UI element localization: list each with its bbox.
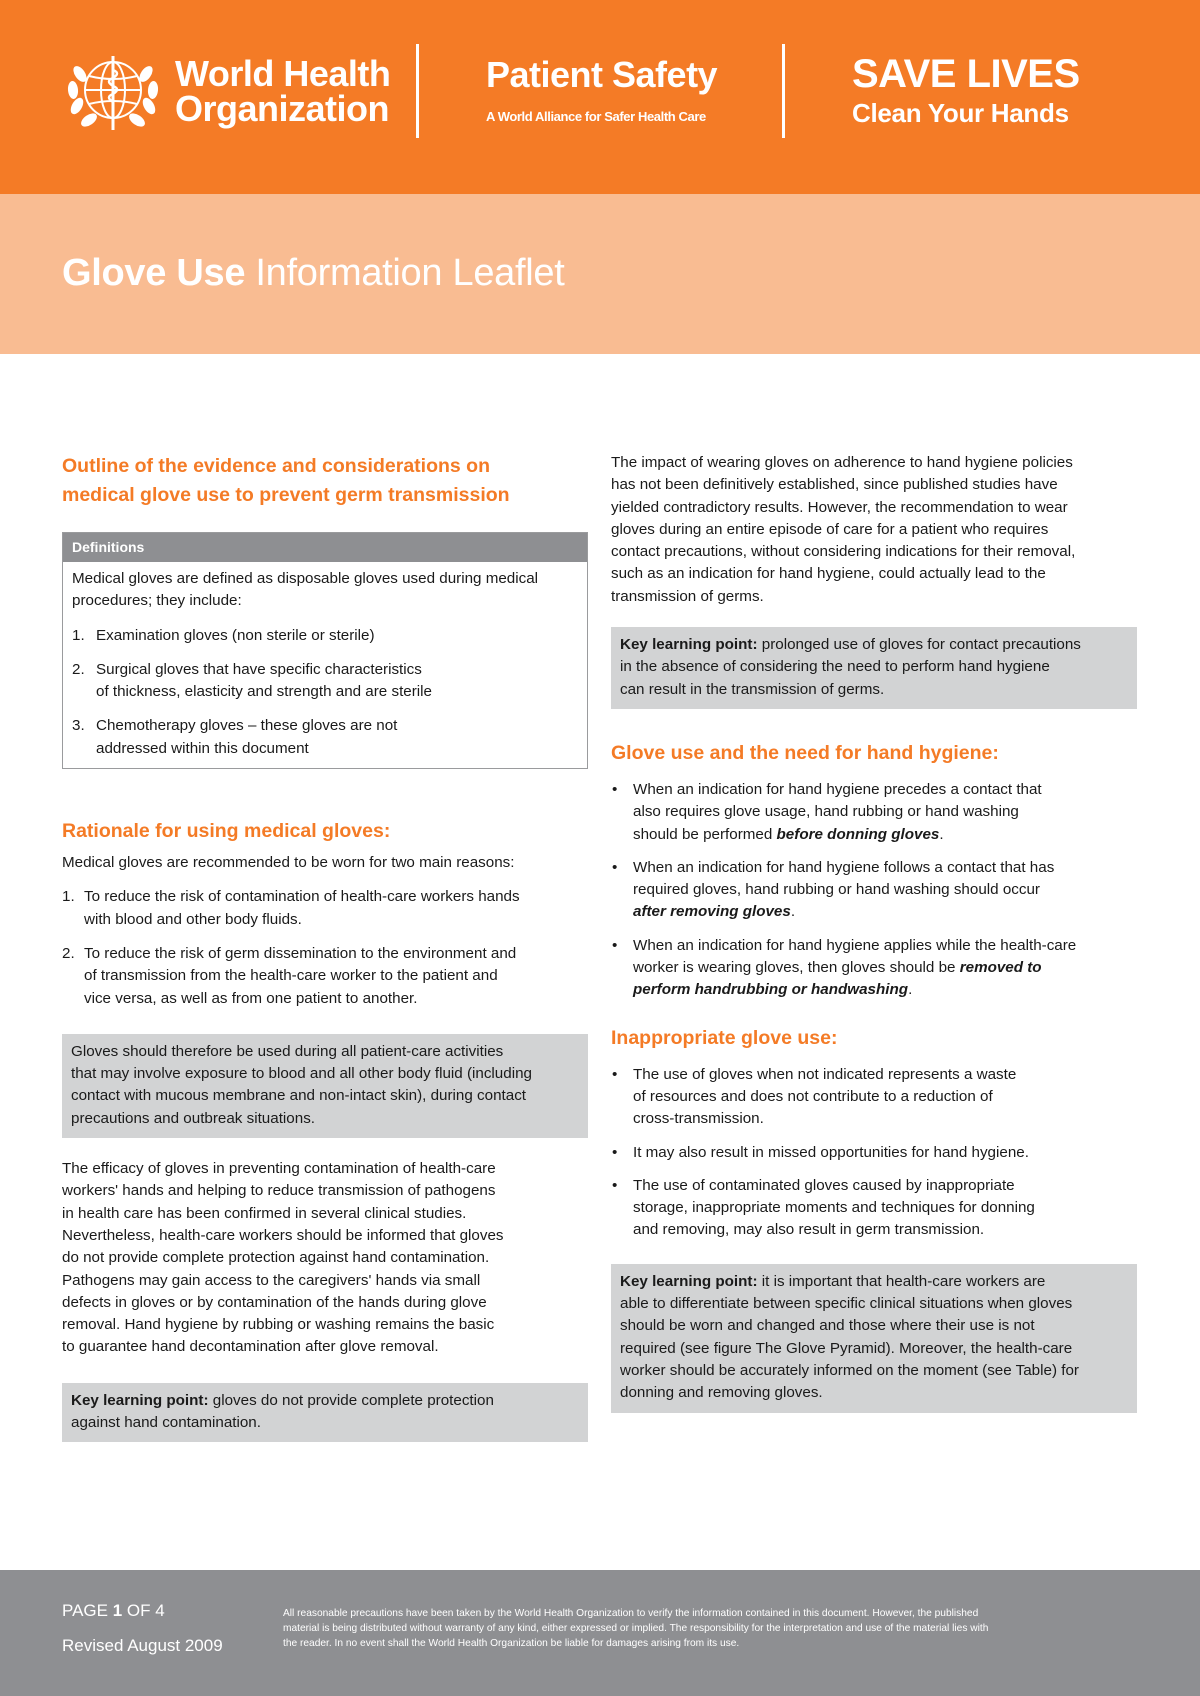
- key-point-text: required (see figure The Glove Pyramid). Moreover, the health-care: [620, 1339, 1073, 1357]
- list-text: with blood and other body fluids.: [84, 910, 302, 928]
- emphasis-text: removed to: [959, 959, 1042, 977]
- paragraph-line: do not provide complete protection against hand contamination.: [62, 1249, 490, 1267]
- rationale-intro: Medical gloves are recommended to be worn for two main reasons:: [62, 854, 515, 872]
- list-item: [611, 1142, 1137, 1164]
- list-item: [611, 1175, 1137, 1242]
- disclaimer-line: All reasonable precautions have been taken by the World Health Organization to verify the information contained in this document. However, the published: [283, 1608, 979, 1619]
- definitions-intro: Medical gloves are defined as disposable gloves used during medical procedures; they include:: [72, 570, 539, 610]
- list-item: • When an indication for hand hygiene follows a contact that has required gloves, hand rubbing or hand washing should occur after removing gloves.: [611, 857, 1137, 924]
- key-point-label: Key learning point:: [71, 1391, 209, 1409]
- list-item: [62, 943, 588, 1010]
- list-item: • When an indication for hand hygiene precedes a contact that also requires glove usage, hand rubbing or hand washing should be performed before donning gloves.: [611, 779, 1137, 846]
- who-name-line2: Organization: [175, 88, 390, 129]
- list-item: [611, 1064, 1137, 1131]
- key-point-text: donning and removing gloves.: [620, 1384, 823, 1402]
- glove-use-callout: [62, 1034, 588, 1138]
- patient-safety-title: Patient Safety: [486, 54, 718, 95]
- paragraph-line: transmission of germs.: [611, 587, 764, 605]
- list-item: • When an indication for hand hygiene applies while the health-care worker is wearing gloves, then gloves should be removed to perform handrubbing or handwashing.: [611, 935, 1137, 1002]
- page-indicator: [62, 1601, 165, 1621]
- key-point-text: able to differentiate between specific clinical situations when gloves: [620, 1295, 1073, 1313]
- rationale-list: [62, 886, 588, 1009]
- list-text: and removing, may also result in germ transmission.: [633, 1221, 985, 1239]
- list-text: should be performed: [633, 825, 777, 843]
- revision-date: Revised August 2009: [62, 1636, 223, 1655]
- key-point-text: against hand contamination.: [71, 1414, 261, 1432]
- who-name-line1: World Health: [175, 53, 391, 94]
- definitions-header: Definitions: [63, 533, 587, 562]
- callout-line: contact with mucous membrane and non-intact skin), during contact: [71, 1087, 527, 1105]
- callout-line: Gloves should therefore be used during all patient-care activities: [71, 1042, 504, 1060]
- hand-hygiene-list: [611, 779, 1137, 1002]
- outline-heading-line: medical glove use to prevent germ transmission: [62, 484, 510, 506]
- key-point-text: gloves do not provide complete protection: [208, 1391, 494, 1409]
- paragraph-line: to guarantee hand decontamination after glove removal.: [62, 1338, 439, 1356]
- list-item: [62, 886, 588, 931]
- key-point-label: Key learning point:: [620, 636, 758, 654]
- key-learning-point-box: [611, 1264, 1137, 1413]
- list-text: When an indication for hand hygiene applies while the health-care: [633, 936, 1077, 954]
- disclaimer-line: material is being distributed without warranty of any kind, either expressed or implied. The responsibility for the interpretation and use of the material lies with: [283, 1623, 989, 1634]
- paragraph-line: removal. Hand hygiene by rubbing or washing remains the basic: [62, 1316, 495, 1334]
- impact-paragraph: [611, 452, 1137, 608]
- disclaimer: [283, 1606, 1139, 1651]
- paragraph-line: yielded contradictory results. However, the recommendation to wear: [611, 498, 1068, 516]
- paragraph-line: The efficacy of gloves in preventing contamination of health-care: [62, 1160, 496, 1178]
- inappropriate-use-heading: Inappropriate glove use:: [611, 1026, 838, 1049]
- paragraph-line: defects in gloves or by contamination of the hands during glove: [62, 1293, 487, 1311]
- key-learning-point-box: [611, 627, 1137, 709]
- paragraph-line: Pathogens may gain access to the caregivers' hands via small: [62, 1271, 481, 1289]
- inappropriate-use-list: [611, 1064, 1137, 1242]
- paragraph-line: contact precautions, without considering indications for their removal,: [611, 543, 1076, 561]
- document-title: [62, 252, 564, 295]
- emphasis-text: perform handrubbing or handwashing: [633, 981, 909, 999]
- document-title-bold: Glove Use: [62, 252, 246, 294]
- page-suffix: OF 4: [122, 1601, 165, 1620]
- list-text: Examination gloves (non sterile or sterile): [96, 626, 375, 644]
- paragraph-line: gloves during an entire episode of care for a patient who requires: [611, 520, 1049, 538]
- list-text: of thickness, elasticity and strength and are sterile: [96, 683, 432, 701]
- key-point-text: prolonged use of gloves for contact precautions: [757, 636, 1081, 654]
- list-number: 1.: [72, 626, 85, 644]
- page-number: 1: [112, 1601, 123, 1620]
- list-number: 2.: [62, 944, 75, 962]
- paragraph-line: The impact of wearing gloves on adherence to hand hygiene policies: [611, 454, 1073, 471]
- list-item: [72, 715, 578, 760]
- list-item: [72, 625, 578, 647]
- patient-safety-subtitle: A World Alliance for Safer Health Care: [486, 109, 706, 124]
- list-text: also requires glove usage, hand rubbing or hand washing: [633, 803, 1019, 821]
- key-learning-point-box: [62, 1383, 588, 1443]
- list-text: cross-transmission.: [633, 1110, 764, 1128]
- efficacy-paragraph: [62, 1158, 588, 1359]
- emphasis-text: after removing gloves: [633, 903, 791, 921]
- list-text: The use of contaminated gloves caused by inappropriate: [633, 1176, 1015, 1194]
- key-point-text: it is important that health-care workers are: [757, 1272, 1046, 1290]
- hand-hygiene-heading: Glove use and the need for hand hygiene:: [611, 741, 999, 764]
- right-column: [611, 452, 1137, 1413]
- list-text: worker is wearing gloves, then gloves should be: [633, 959, 960, 977]
- list-text: Surgical gloves that have specific characteristics: [96, 660, 422, 678]
- key-point-text: in the absence of considering the need to perform hand hygiene: [620, 658, 1050, 676]
- list-text: To reduce the risk of contamination of health-care workers hands: [84, 888, 520, 906]
- definitions-box: [62, 532, 588, 769]
- callout-line: precautions and outbreak situations.: [71, 1109, 316, 1127]
- left-column: [62, 452, 588, 1442]
- header-divider: [416, 44, 419, 138]
- list-text: The use of gloves when not indicated represents a waste: [633, 1065, 1017, 1083]
- list-text: When an indication for hand hygiene follows a contact that has: [633, 858, 1055, 876]
- list-text: of resources and does not contribute to a reduction of: [633, 1087, 993, 1105]
- paragraph-line: has not been definitively established, since published studies have: [611, 476, 1058, 494]
- header-divider: [782, 44, 785, 138]
- key-point-label: Key learning point:: [620, 1272, 758, 1290]
- emphasis-text: before donning gloves: [776, 825, 940, 843]
- list-text: Chemotherapy gloves – these gloves are not: [96, 717, 398, 735]
- list-number: 1.: [62, 888, 75, 906]
- paragraph-line: such as an indication for hand hygiene, could actually lead to the: [611, 565, 1046, 583]
- key-point-text: can result in the transmission of germs.: [620, 680, 885, 698]
- key-point-text: should be worn and changed and those where their use is not: [620, 1317, 1035, 1335]
- list-text: storage, inappropriate moments and techniques for donning: [633, 1199, 1035, 1217]
- definitions-list: [72, 625, 578, 760]
- outline-heading-line: Outline of the evidence and considerations on: [62, 455, 490, 477]
- who-emblem-icon: [60, 44, 166, 140]
- page-prefix: PAGE: [62, 1601, 113, 1620]
- list-text: required gloves, hand rubbing or hand washing should occur: [633, 881, 1040, 899]
- list-item: [72, 659, 578, 704]
- campaign-subtitle: Clean Your Hands: [852, 98, 1069, 128]
- list-text: To reduce the risk of germ dissemination to the environment and: [84, 944, 517, 962]
- paragraph-line: Nevertheless, health-care workers should be informed that gloves: [62, 1226, 504, 1244]
- list-text: When an indication for hand hygiene precedes a contact that: [633, 780, 1042, 798]
- list-text: vice versa, as well as from one patient to another.: [84, 989, 418, 1007]
- who-name: [175, 53, 391, 129]
- paragraph-line: in health care has been confirmed in several clinical studies.: [62, 1204, 467, 1222]
- list-text: It may also result in missed opportunities for hand hygiene.: [633, 1143, 1029, 1161]
- list-text: of transmission from the health-care worker to the patient and: [84, 967, 498, 985]
- key-point-text: worker should be accurately informed on the moment (see Table) for: [620, 1361, 1079, 1379]
- definitions-body: [63, 562, 587, 768]
- callout-line: that may involve exposure to blood and all other body fluid (including: [71, 1065, 532, 1083]
- list-text: addressed within this document: [96, 739, 309, 757]
- document-title-regular: Information Leaflet: [245, 252, 565, 294]
- rationale-heading: Rationale for using medical gloves:: [62, 820, 391, 843]
- disclaimer-line: the reader. In no event shall the World Health Organization be liable for damages arising from its use.: [283, 1638, 740, 1649]
- list-number: 3.: [72, 717, 85, 735]
- campaign-title: SAVE LIVES: [852, 52, 1080, 96]
- paragraph-line: workers' hands and helping to reduce transmission of pathogens: [62, 1182, 496, 1200]
- list-number: 2.: [72, 660, 85, 678]
- outline-heading: [62, 452, 588, 510]
